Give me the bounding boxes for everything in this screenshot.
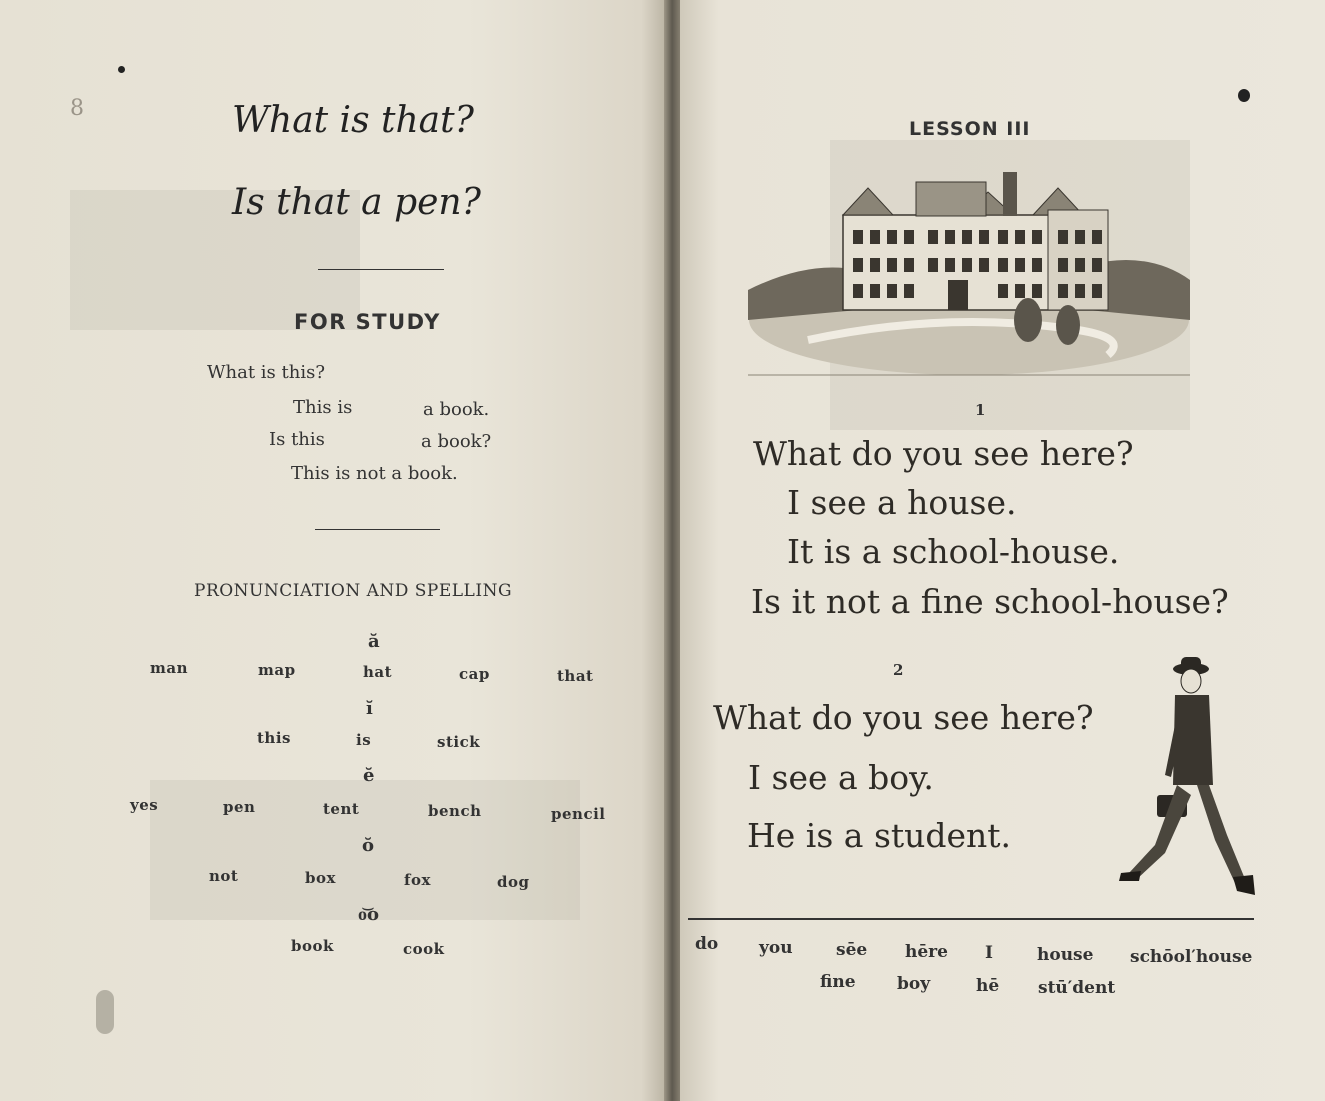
spelling-word: this [257,729,291,747]
study-line: Is this [269,429,325,450]
student-illustration [1105,655,1265,900]
vocabulary-word: fine [820,972,856,992]
vocabulary-word: sēe [836,940,868,960]
spelling-word: hat [363,663,393,681]
spelling-word: tent [323,800,360,818]
spelling-word: not [209,867,239,885]
vocabulary-word: stū′dent [1038,978,1116,998]
divider [318,269,444,270]
vocabulary-word: hēre [905,942,948,962]
lesson-sentence: It is a school-house. [787,532,1120,571]
study-line: a book? [421,431,492,452]
lesson-sentence: He is a student. [747,816,1012,855]
script-title-line2: Is that a pen? [232,182,481,223]
vowel-marker: ŏ [362,835,375,856]
spelling-word: bench [428,802,482,820]
spelling-word: cap [459,665,490,683]
lesson-sentence: What do you see here? [713,698,1094,737]
script-title-line1: What is that? [232,100,474,141]
page-number: 8 [70,96,84,121]
lesson-heading: LESSON III [909,118,1031,140]
spelling-word: dog [497,873,530,891]
vocabulary-word: hē [976,976,1000,996]
vocabulary-word: schōol′house [1130,947,1253,967]
ink-spot [118,66,125,73]
spelling-word: man [150,659,188,677]
right-page [680,0,1325,1101]
vowel-marker: o͝o [358,904,380,925]
vowel-marker: ĕ [363,765,375,786]
section-number: 1 [975,401,986,419]
ink-spot [1238,89,1250,102]
vocabulary-word: boy [897,974,931,994]
study-line: This is not a book. [291,463,458,484]
section-number: 2 [893,661,904,679]
vocabulary-word: you [759,938,793,958]
schoolhouse-illustration [748,170,1190,378]
spelling-word: that [557,667,594,685]
spelling-word: pen [223,798,256,816]
spelling-word: book [291,937,334,955]
stain [96,990,114,1034]
pronunciation-heading: PRONUNCIATION AND SPELLING [194,581,513,601]
vowel-marker: ĭ [366,698,373,719]
study-line: What is this? [207,362,325,383]
spelling-word: box [305,869,336,887]
lesson-sentence: Is it not a fine school-house? [751,582,1229,621]
lesson-sentence: What do you see here? [753,434,1134,473]
spelling-word: pencil [551,805,606,823]
spelling-word: stick [437,733,481,751]
spelling-word: is [356,731,372,749]
vocabulary-word: I [985,943,993,963]
spelling-word: fox [404,871,431,889]
spelling-word: map [258,661,296,679]
lesson-sentence: I see a house. [787,483,1017,522]
for-study-heading: FOR STUDY [294,310,441,334]
study-line: This is [293,397,353,418]
divider [315,529,440,530]
lesson-sentence: I see a boy. [748,758,934,797]
vowel-marker: ă [368,631,380,652]
vocabulary-divider [688,918,1254,920]
spelling-word: cook [403,940,445,958]
study-line: a book. [423,399,490,420]
vocabulary-word: house [1037,945,1094,965]
vocabulary-word: do [695,934,719,954]
spelling-word: yes [130,796,159,814]
